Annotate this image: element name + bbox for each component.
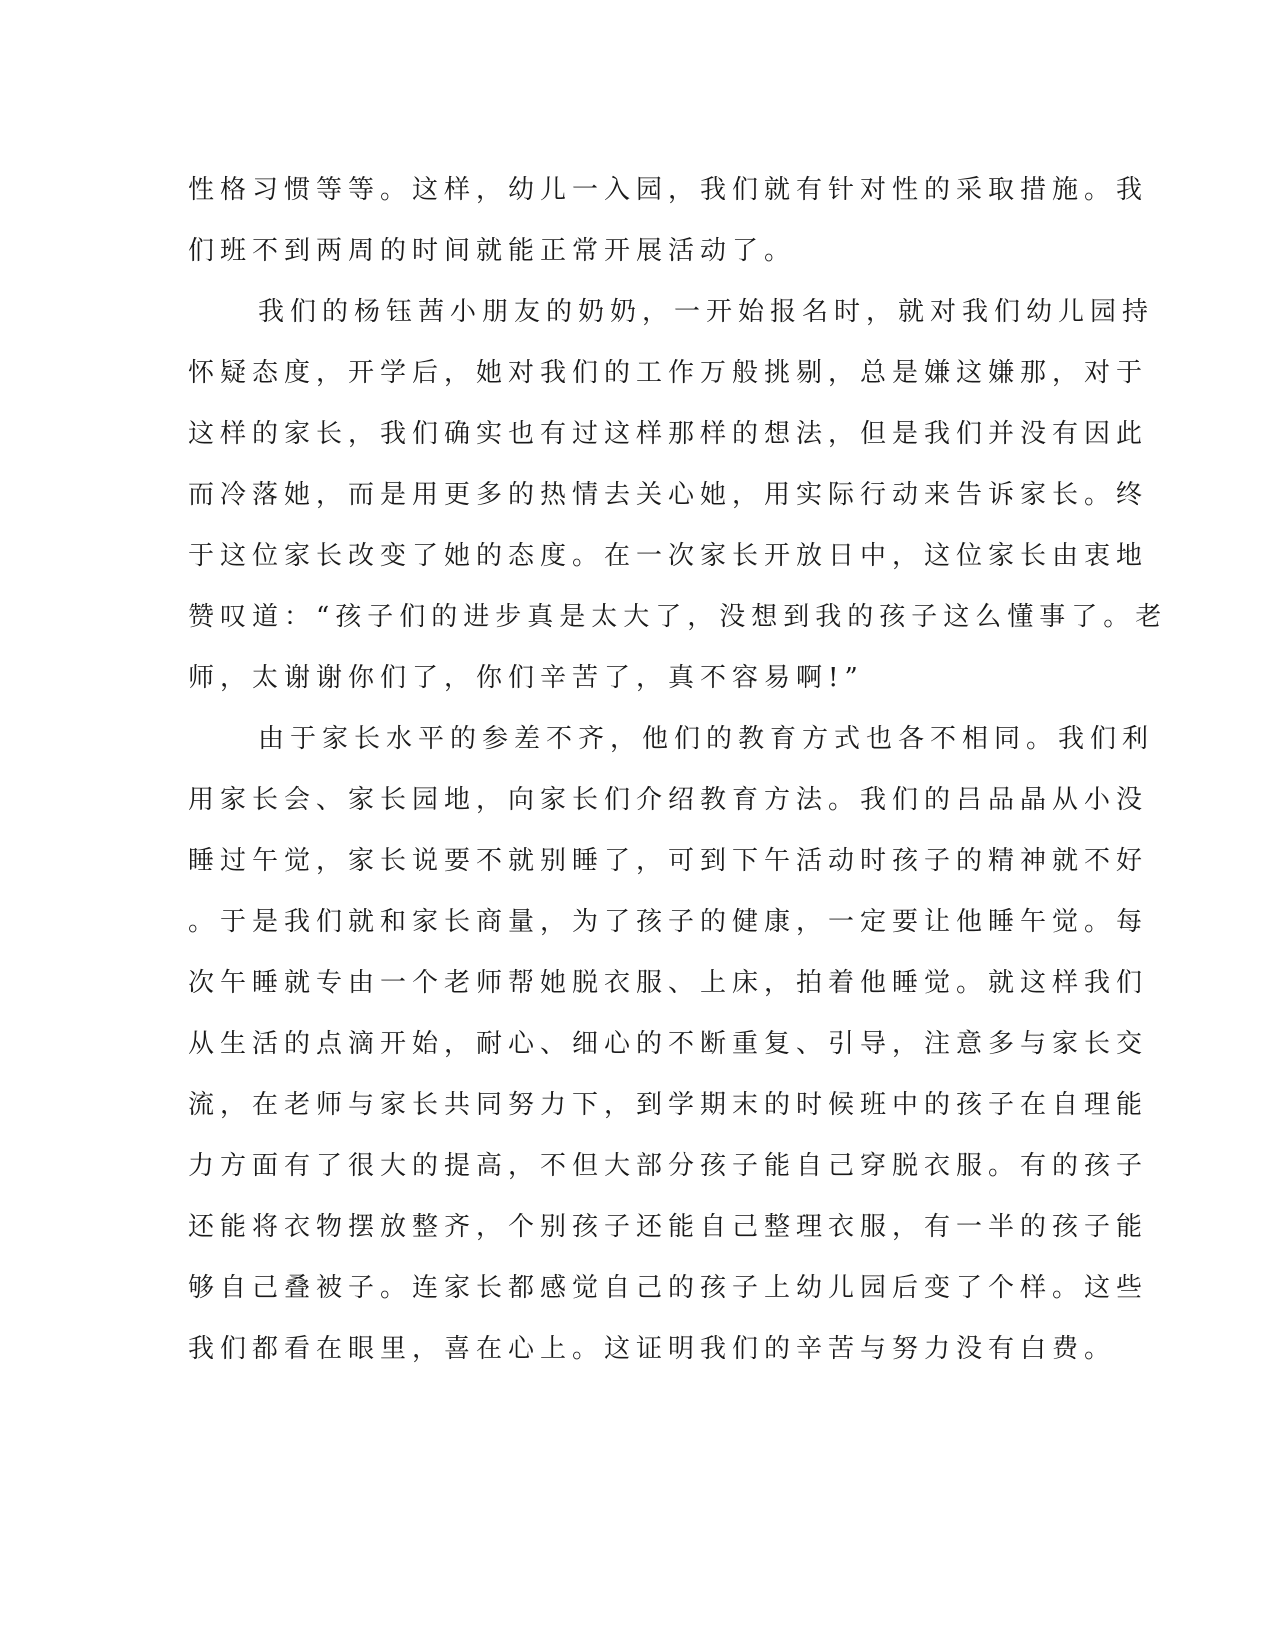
paragraph-line: 们班不到两周的时间就能正常开展活动了。 xyxy=(188,236,797,266)
paragraph-line: 而冷落她，而是用更多的热情去关心她，用实际行动来告诉家长。终 xyxy=(188,480,1149,510)
paragraph-line: 这样的家长，我们确实也有过这样那样的想法，但是我们并没有因此 xyxy=(188,419,1149,449)
paragraph-line: 于这位家长改变了她的态度。在一次家长开放日中，这位家长由衷地 xyxy=(188,541,1149,571)
paragraph-line: 次午睡就专由一个老师帮她脱衣服、上床，拍着他睡觉。就这样我们 xyxy=(188,968,1149,998)
document-body xyxy=(188,160,1168,1380)
paragraph-line: 我们都看在眼里，喜在心上。这证明我们的辛苦与努力没有白费。 xyxy=(188,1334,1117,1364)
paragraph-line: 。于是我们就和家长商量，为了孩子的健康，一定要让他睡午觉。每 xyxy=(188,907,1149,937)
paragraph-3 xyxy=(188,709,1155,1380)
paragraph-1 xyxy=(188,160,1149,282)
paragraph-line: 力方面有了很大的提高，不但大部分孩子能自己穿脱衣服。有的孩子 xyxy=(188,1151,1149,1181)
paragraph-line: 性格习惯等等。这样，幼儿一入园，我们就有针对性的采取措施。我 xyxy=(188,175,1149,205)
paragraph-line: 赞叹道：“孩子们的进步真是太大了，没想到我的孩子这么懂事了。老 xyxy=(188,602,1168,632)
paragraph-line: 流，在老师与家长共同努力下，到学期末的时候班中的孩子在自理能 xyxy=(188,1090,1149,1120)
paragraph-line: 我们的杨钰茜小朋友的奶奶，一开始报名时，就对我们幼儿园持 xyxy=(258,297,1155,327)
paragraph-line: 由于家长水平的参差不齐，他们的教育方式也各不相同。我们利 xyxy=(258,724,1155,754)
paragraph-line: 从生活的点滴开始，耐心、细心的不断重复、引导，注意多与家长交 xyxy=(188,1029,1149,1059)
paragraph-line: 用家长会、家长园地，向家长们介绍教育方法。我们的吕品晶从小没 xyxy=(188,785,1149,815)
paragraph-line: 还能将衣物摆放整齐，个别孩子还能自己整理衣服，有一半的孩子能 xyxy=(188,1212,1149,1242)
paragraph-line: 够自己叠被子。连家长都感觉自己的孩子上幼儿园后变了个样。这些 xyxy=(188,1273,1149,1303)
paragraph-line: 睡过午觉，家长说要不就别睡了，可到下午活动时孩子的精神就不好 xyxy=(188,846,1149,876)
paragraph-line: 师，太谢谢你们了，你们辛苦了，真不容易啊!” xyxy=(188,663,864,693)
paragraph-line: 怀疑态度，开学后，她对我们的工作万般挑剔，总是嫌这嫌那，对于 xyxy=(188,358,1149,388)
paragraph-2 xyxy=(188,282,1168,709)
